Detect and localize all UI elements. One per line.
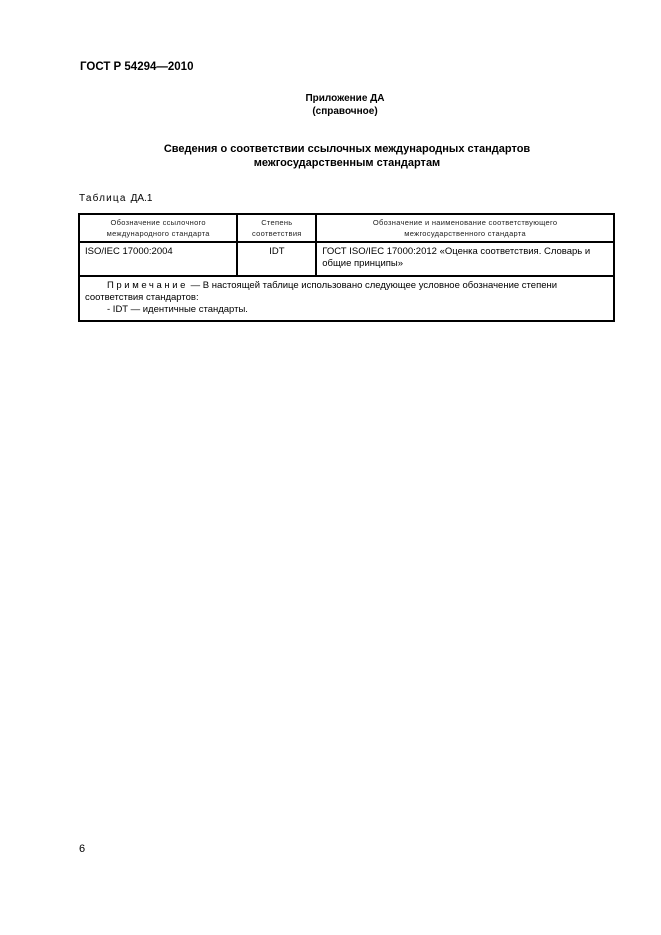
- annex-subtitle: (справочное): [312, 106, 378, 117]
- note-item: - IDT — идентичные стандарты.: [107, 304, 248, 315]
- section-title-line1: Сведения о соответствии ссылочных международных стандартов: [163, 143, 531, 155]
- header-line: соответствия: [252, 229, 302, 238]
- table-row: [79, 242, 614, 276]
- header-line: Обозначение и наименование соответствующего: [372, 218, 558, 227]
- annex-heading: [0, 92, 661, 118]
- note-paragraph: [85, 280, 608, 304]
- annex-title: Приложение ДА: [305, 93, 385, 104]
- header-line: международного стандарта: [106, 229, 210, 238]
- cell-interstate-standard: ГОСТ ISO/IEC 17000:2012 «Оценка соответствия. Словарь и общие принципы»: [316, 242, 614, 276]
- section-title: [0, 142, 661, 170]
- note-label: Примечание: [107, 280, 188, 291]
- header-line: Обозначение ссылочного: [110, 218, 206, 227]
- table-note: [79, 276, 614, 321]
- correspondence-table: [78, 213, 615, 322]
- table-caption: [79, 193, 152, 204]
- header-line: межгосударственного стандарта: [404, 229, 526, 238]
- section-title-line2: межгосударственным стандартам: [253, 157, 441, 169]
- standard-code-header: ГОСТ Р 54294—2010: [80, 61, 194, 73]
- column-header-interstate-standard: [316, 214, 614, 242]
- table-note-row: [79, 276, 614, 321]
- cell-degree: IDT: [237, 242, 316, 276]
- cell-international-standard: ISO/IEC 17000:2004: [79, 242, 237, 276]
- header-line: Степень: [261, 218, 293, 227]
- page-number: 6: [79, 843, 86, 855]
- table-caption-number: ДА.1: [130, 193, 153, 204]
- table-caption-label: Таблица: [79, 193, 127, 204]
- column-header-degree: [237, 214, 316, 242]
- table-header-row: [79, 214, 614, 242]
- column-header-international-standard: [79, 214, 237, 242]
- note-text: — В настоящей таблице использовано следующее условное обозначение степени соответствия стандартов:: [85, 280, 558, 303]
